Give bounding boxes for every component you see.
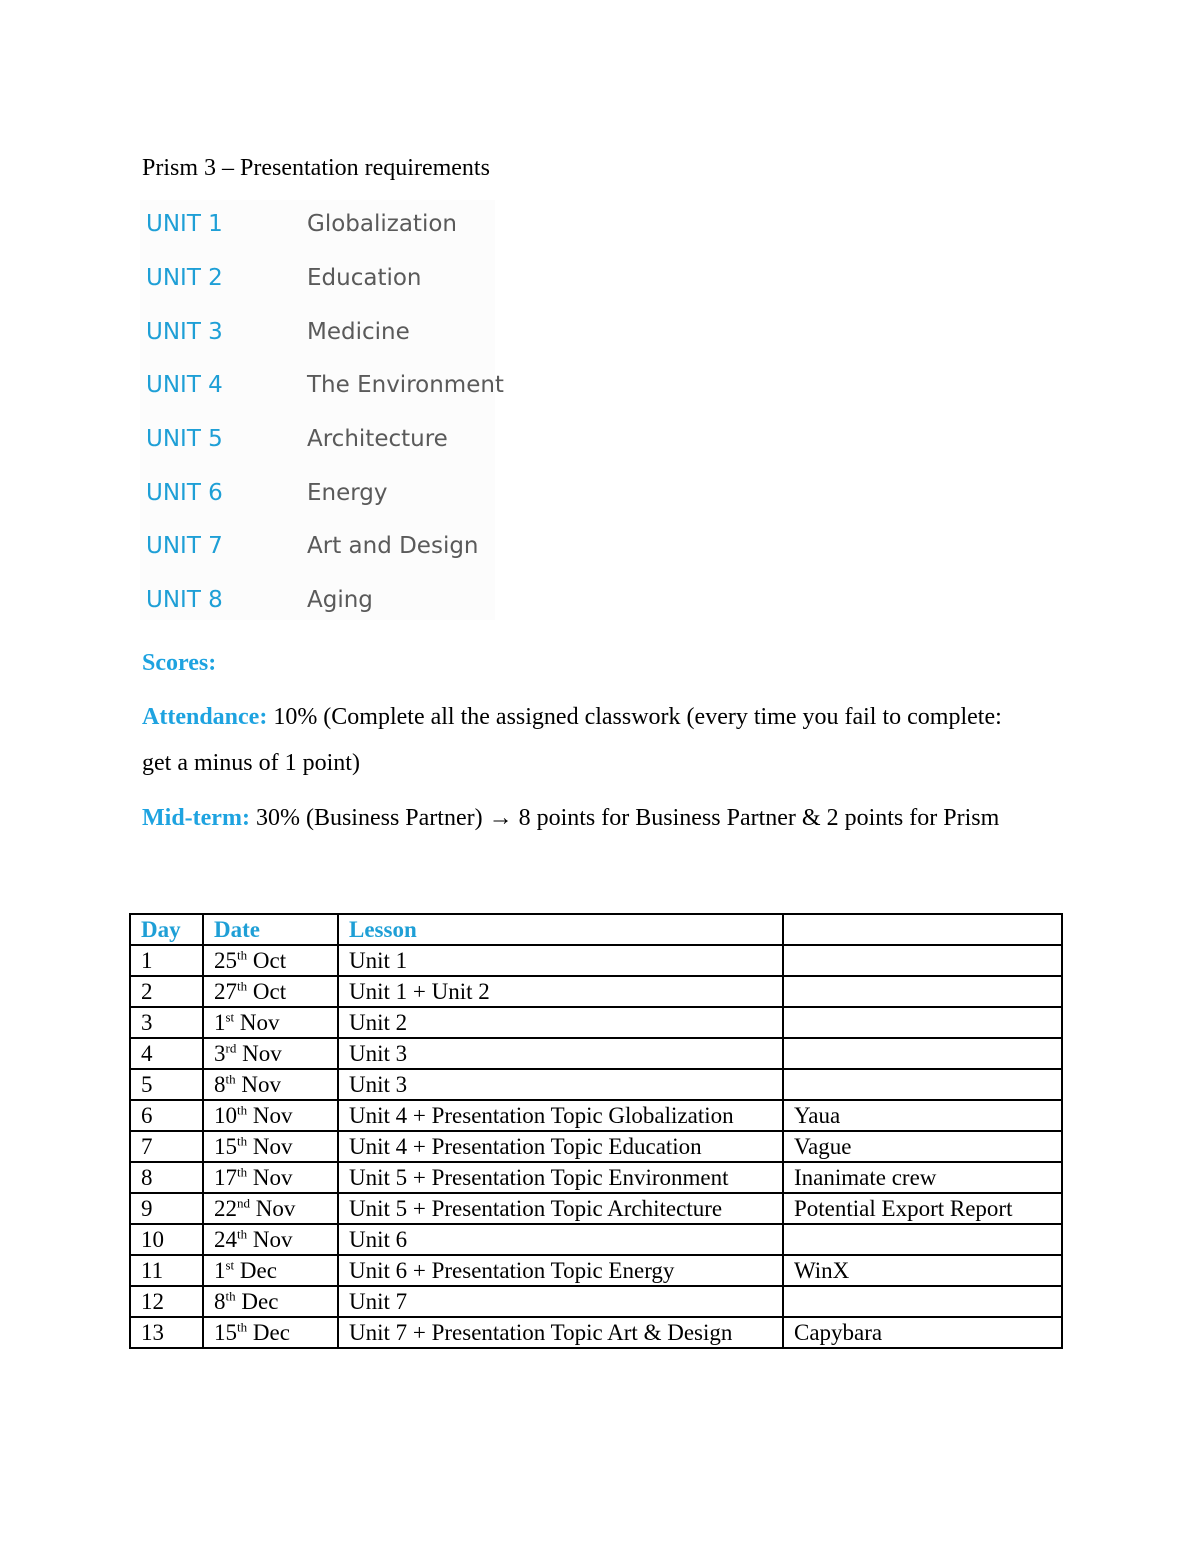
cell-lesson: Unit 5 + Presentation Topic Environment xyxy=(338,1162,783,1193)
unit-label: UNIT 5 xyxy=(146,426,223,452)
header-group xyxy=(783,914,1062,945)
unit-row xyxy=(140,417,495,461)
header-date: Date xyxy=(203,914,338,945)
cell-day: 4 xyxy=(130,1038,203,1069)
unit-row xyxy=(140,363,504,407)
header-lesson: Lesson xyxy=(338,914,783,945)
cell-group xyxy=(783,1069,1062,1100)
cell-date: 27th Oct xyxy=(203,976,338,1007)
unit-label: UNIT 4 xyxy=(146,372,223,398)
table-row xyxy=(130,976,1062,1007)
cell-lesson: Unit 4 + Presentation Topic Education xyxy=(338,1131,783,1162)
unit-label: UNIT 2 xyxy=(146,265,223,291)
cell-group xyxy=(783,1224,1062,1255)
table-row xyxy=(130,1069,1062,1100)
table-row xyxy=(130,1286,1062,1317)
table-header-row xyxy=(130,914,1062,945)
cell-lesson: Unit 1 + Unit 2 xyxy=(338,976,783,1007)
cell-lesson: Unit 7 + Presentation Topic Art & Design xyxy=(338,1317,783,1348)
cell-lesson: Unit 5 + Presentation Topic Architecture xyxy=(338,1193,783,1224)
cell-lesson: Unit 6 + Presentation Topic Energy xyxy=(338,1255,783,1286)
cell-lesson: Unit 3 xyxy=(338,1038,783,1069)
cell-group: WinX xyxy=(783,1255,1062,1286)
cell-day: 7 xyxy=(130,1131,203,1162)
cell-lesson: Unit 6 xyxy=(338,1224,783,1255)
cell-day: 11 xyxy=(130,1255,203,1286)
midterm-text: 30% (Business Partner) → 8 points for Business Partner & 2 points for Prism xyxy=(249,805,1000,831)
attendance-text: 10% (Complete all the assigned classwork (every time you fail to complete: xyxy=(267,704,1002,730)
cell-group xyxy=(783,945,1062,976)
cell-day: 10 xyxy=(130,1224,203,1255)
cell-day: 1 xyxy=(130,945,203,976)
unit-row xyxy=(140,202,495,246)
unit-label: UNIT 6 xyxy=(146,480,223,506)
cell-day: 13 xyxy=(130,1317,203,1348)
cell-group xyxy=(783,976,1062,1007)
cell-group xyxy=(783,1038,1062,1069)
unit-topic: Art and Design xyxy=(307,533,479,559)
cell-lesson: Unit 4 + Presentation Topic Globalization xyxy=(338,1100,783,1131)
cell-group: Capybara xyxy=(783,1317,1062,1348)
table-row xyxy=(130,1162,1062,1193)
cell-group xyxy=(783,1007,1062,1038)
attendance-line-2: get a minus of 1 point) xyxy=(142,750,360,776)
cell-lesson: Unit 7 xyxy=(338,1286,783,1317)
attendance-label: Attendance: xyxy=(142,704,268,730)
unit-label: UNIT 8 xyxy=(146,587,223,613)
table-row xyxy=(130,1317,1062,1348)
cell-date: 24th Nov xyxy=(203,1224,338,1255)
unit-topic: Architecture xyxy=(307,426,448,452)
unit-label: UNIT 7 xyxy=(146,533,223,559)
midterm-label: Mid-term: xyxy=(142,805,250,831)
schedule-table xyxy=(129,913,1063,1349)
cell-group: Yaua xyxy=(783,1100,1062,1131)
cell-date: 15th Dec xyxy=(203,1317,338,1348)
cell-day: 3 xyxy=(130,1007,203,1038)
unit-topic: Energy xyxy=(307,480,388,506)
unit-row xyxy=(140,471,495,515)
unit-topic: Medicine xyxy=(307,319,410,345)
cell-day: 9 xyxy=(130,1193,203,1224)
table-row xyxy=(130,1255,1062,1286)
table-row xyxy=(130,1224,1062,1255)
cell-lesson: Unit 1 xyxy=(338,945,783,976)
unit-topic: Globalization xyxy=(307,211,457,237)
cell-day: 2 xyxy=(130,976,203,1007)
table-row xyxy=(130,1193,1062,1224)
unit-row xyxy=(140,310,495,354)
cell-day: 5 xyxy=(130,1069,203,1100)
unit-row xyxy=(140,524,495,568)
table-row xyxy=(130,1100,1062,1131)
unit-label: UNIT 3 xyxy=(146,319,223,345)
cell-date: 25th Oct xyxy=(203,945,338,976)
unit-topic: Education xyxy=(307,265,422,291)
cell-group: Vague xyxy=(783,1131,1062,1162)
cell-date: 17th Nov xyxy=(203,1162,338,1193)
cell-date: 1st Nov xyxy=(203,1007,338,1038)
table-row xyxy=(130,1131,1062,1162)
cell-group xyxy=(783,1286,1062,1317)
cell-lesson: Unit 2 xyxy=(338,1007,783,1038)
unit-topic: Aging xyxy=(307,587,373,613)
table-row xyxy=(130,1038,1062,1069)
cell-date: 3rd Nov xyxy=(203,1038,338,1069)
cell-lesson: Unit 3 xyxy=(338,1069,783,1100)
cell-date: 10th Nov xyxy=(203,1100,338,1131)
cell-date: 15th Nov xyxy=(203,1131,338,1162)
header-day: Day xyxy=(130,914,203,945)
unit-row xyxy=(140,578,495,622)
cell-date: 1st Dec xyxy=(203,1255,338,1286)
table-row xyxy=(130,1007,1062,1038)
cell-day: 6 xyxy=(130,1100,203,1131)
unit-topic: The Environment xyxy=(307,372,504,398)
cell-group: Inanimate crew xyxy=(783,1162,1062,1193)
cell-day: 8 xyxy=(130,1162,203,1193)
unit-list xyxy=(140,200,504,620)
cell-group: Potential Export Report xyxy=(783,1193,1062,1224)
unit-label: UNIT 1 xyxy=(146,211,223,237)
cell-date: 8th Nov xyxy=(203,1069,338,1100)
cell-day: 12 xyxy=(130,1286,203,1317)
midterm-line xyxy=(142,801,999,835)
table-row xyxy=(130,945,1062,976)
unit-row xyxy=(140,256,495,300)
scores-heading: Scores: xyxy=(142,650,217,676)
page-title: Prism 3 – Presentation requirements xyxy=(142,155,490,181)
attendance-line-1 xyxy=(142,700,1002,734)
cell-date: 22nd Nov xyxy=(203,1193,338,1224)
cell-date: 8th Dec xyxy=(203,1286,338,1317)
